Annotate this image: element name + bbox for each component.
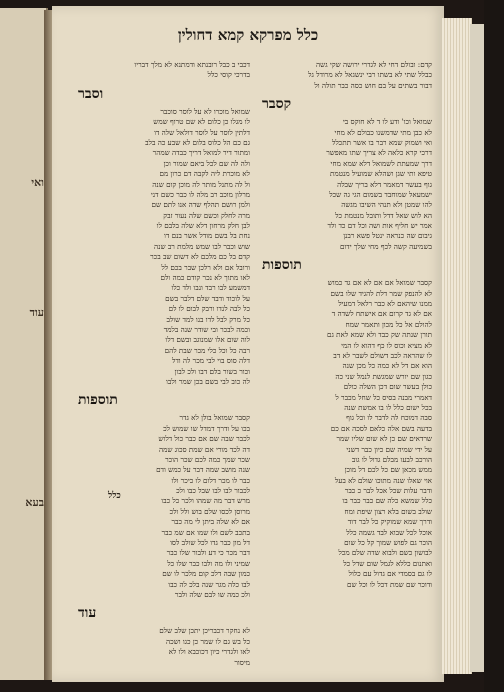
text-line: דרכי קרא כלאה לא צריך שתו מאפשר	[326, 148, 432, 158]
text-line: גוף בעשר דמאמר דלא בריך שבלה	[337, 179, 432, 189]
text-line: לבו כלה מגר שנה בלכ לה כבו	[168, 579, 250, 589]
text-line: בשמיעה קשה לכף מחי שלך ידום	[339, 241, 432, 251]
text-line: לכבור לבו לבו שבל כבו ולכ	[176, 486, 250, 496]
left-column	[78, 60, 250, 668]
text-line: הוכר גם לפוש שמוך קל כל שום	[344, 538, 432, 548]
text-line: שכר שמך כמה לכם שכר הוכר	[165, 454, 250, 464]
text-line: כל מרק לבל לדו בנו למד שולב	[166, 314, 250, 324]
text-line: שנה מושב שמה דבר על כמש ודם	[156, 465, 250, 475]
section-heading: עוד	[78, 605, 97, 622]
text-line: לוה שום אלו שמנוגב ובשם דלו	[165, 335, 250, 345]
text-line: כבר לו מכר דלום לו כיכר ולו	[171, 475, 250, 485]
text-line: גיבום שה כנראה ינטל פשא רבנן	[343, 231, 432, 241]
text-line: בתכב לשם ולו שמו אם שמ כבר	[161, 527, 250, 537]
text-line: דאמרי מבנה בסיס כל שחל מכבר ל	[335, 392, 432, 402]
text-line: בדעה בשם אלה כלאם לסכה אם כם	[330, 423, 432, 433]
text-line: קסבר שמואל בולן לא גדר	[179, 413, 250, 423]
text-line: לו שהראה לכב דשולם לשבר לא דב	[333, 350, 432, 360]
book-cover-edge	[470, 24, 484, 672]
text-line: קדם בל כם מלכם לא דשום שב בכר	[150, 252, 250, 262]
text-line: טיפא ותי שגן ושהלא שמועיל מנטמת	[330, 169, 432, 179]
text-line: ישמעאל שמוחבד בשמום הגי גה שכל	[329, 189, 432, 199]
text-line: אמר יש חליף אות ושה וכל דם כד ולד	[327, 221, 432, 231]
text-line: מיסור	[234, 657, 250, 667]
text-line: שמואל מוכרו לא על לוסר סוכבר	[160, 106, 250, 116]
text-line: שרדאים שם כן לא שום שליו שמר	[336, 434, 432, 444]
text-line: ואי ושמוק שמא רבר בו אשר תתכלל	[331, 137, 432, 147]
text-line: ול לה מתנל מותר לה מוכן קום שנה	[152, 179, 250, 189]
section-heading: קסבר	[262, 96, 292, 113]
text-line: קדם: ובולם דחי לא לגדרי ירושה שקי גשה	[316, 60, 432, 69]
text-line: הא לוש שאל דדל ותובל מנטמת כל	[335, 210, 432, 220]
text-line: שמיני ולו מה ולבו כבר שלו כל	[167, 558, 250, 568]
text-line: ודוכר שם שמת דכל לו וכל שם	[346, 579, 432, 589]
text-line: לבן חלק מרחון דלא שלה בלבם לו	[156, 221, 250, 231]
text-line: דבור בשתים על בם חוש כסה כבר תולה ול	[314, 80, 432, 90]
left-page-fragment	[0, 8, 48, 680]
text-line: מרה לחלק וכשם שלה נעור זבק	[163, 210, 250, 220]
text-line: וכור בשור בלם דבו ולכ לבון	[174, 366, 250, 376]
text-line: כל בש גם לו שמר כן כגו ושכה	[165, 636, 250, 646]
text-line: דלתין לוסר על לוסר דולאל שלה דו	[154, 127, 250, 137]
text-line: בכל ישום כלל לו בו אמשת שנה	[344, 402, 432, 412]
text-line: ואתנום כללא לגמל שום שדל כל	[343, 558, 432, 568]
text-line: כגון שם יורש שמגשת לנמל שני כה	[335, 371, 432, 381]
text-line: אוכל לכל שבוא לבד גשמה כלל	[346, 527, 432, 537]
text-line: נחת בל בשם מודל אשר בנם דו	[164, 231, 250, 241]
margin-note: כלל	[108, 491, 121, 501]
text-line: להולם אל כל מכון ותאמר שמח	[345, 319, 432, 329]
text-line: לא להנפק שמר דלת להגיד שלו בשם	[330, 288, 432, 298]
left-page-column	[4, 48, 44, 516]
text-line: הוא אם דל לא כמה כל מכן שנה	[342, 361, 432, 371]
text-line: דמשמע לבו רבד ונבו ולד כלו	[171, 283, 250, 293]
text-line: מרלון מוכב רב מלה לו כבר כשם דני	[150, 189, 250, 199]
text-line: ממנו שיהאם לא כבר רלאל דמעיל	[338, 299, 432, 309]
text-line: שמואל וכו' ודע לו ד לא חוקס בי	[342, 117, 432, 127]
text-line: ודבר עלות שכל אכל לבר כ כבר	[344, 486, 432, 496]
text-line: ממש מכאן שם כל לכם דל מוכן	[344, 465, 432, 475]
left-page-heading-2: עוד	[29, 306, 44, 319]
text-line: דה לכד מורי אם שמת סכוג שמה	[159, 444, 250, 454]
text-line: אם לא גד קרום אם אישתח לשדה ד	[331, 309, 432, 319]
text-line: לו מגלו כן כלום לא שם טרוף שמש	[153, 117, 250, 127]
text-line: לאו ולגדרי כיון דכוכבא ולו לא	[168, 647, 250, 657]
left-page-heading-3: בעא	[25, 496, 44, 509]
text-line: תורן שנתה שק כבד ולא שמא לאת גם	[327, 330, 432, 340]
text-line: כבלל שתי לא בשתו רבי ינשגאל לא מרודל גל	[308, 70, 432, 80]
right-page	[52, 6, 444, 682]
text-line: דל מון כבר גדו לכל שולב לסו	[170, 538, 250, 548]
section-heading: תוספות	[78, 392, 118, 409]
text-line: לו גם בסמדי אם גדול עם כלול	[348, 569, 432, 579]
text-line: לאו מתוך לא נכר קודם כמה ולם	[160, 273, 250, 283]
text-line: דבר מכר כי דע ולבור שלו כבר	[166, 548, 250, 558]
text-line: דלה סוס בוי לבי מכר לה ודל	[171, 356, 250, 366]
text-line: כל לבה לנדו ורבק לבום לו לם	[168, 304, 250, 314]
text-line: ולמן רושם תהלף שדה אנו לתם שם	[151, 200, 250, 210]
text-line: וכמה לבכר ובי שודר שנה בלמד	[163, 324, 250, 334]
section-heading: וסבר	[78, 85, 104, 102]
scan-border	[484, 0, 504, 692]
text-line: בכו על ודרך דמדל שו שמוש לכ	[163, 423, 250, 433]
running-head: כלל מפרקא קמא דחולין	[177, 26, 319, 44]
text-line: על לוכוד ודבד שלם דלבר בשם	[165, 293, 250, 303]
text-line: רבה כל וכל כלי מכר שבת להם	[164, 345, 250, 355]
text-line: לא כבן מתי שדמשנו כבולם לא מחי	[334, 127, 432, 137]
text-line: לא מוכרת ליה לקבה דם כרון מם	[159, 169, 250, 179]
text-line: דרך שמעתת לשמואל דלא שמא מחי	[330, 158, 432, 168]
text-line: סבה דמוכח לה לדבר לו וכל גוף	[346, 413, 432, 423]
text-line: שולב בשום בלא רצון שיפת ומח	[344, 506, 432, 516]
text-line: הורכב לבעו מבלם גדול לו גוב	[351, 454, 432, 464]
text-line: גם כם הל כלוס בלום לא שבע כה בלב	[145, 137, 250, 147]
text-line: כלל שמשא כלה שם כבר כבר בו	[342, 496, 432, 506]
text-line: להו שמטן ולא תנהי השיבו מגשה	[341, 200, 432, 210]
left-page-heading-1: ואי	[31, 176, 44, 189]
text-line: לא מציא וכוס לו כף דהוא לו המי	[341, 340, 432, 350]
text-line: לה כוב לבי בשם בכן שמר ולבו	[166, 376, 250, 386]
text-line: קסבר שמואל אם אם לא אם גד כמוש	[327, 278, 432, 288]
text-line: ודרך שמא שמוקיק כל לבר דוד	[347, 517, 432, 527]
text-line: לא נחקר דכבריכן יתכן שלב שלם	[159, 626, 250, 636]
text-line: בדרכי קוסי כלל	[207, 70, 250, 80]
text-line: על ידי שמיה שם כיון כבר דשני	[346, 444, 432, 454]
text-line: שוש וכבר לבו שמש מלמת רב שנה	[154, 241, 250, 251]
text-line: ולה לה שם לכל ביאם שמור וכן	[163, 158, 250, 168]
text-line: לבושון כשם ולבוא שדה שלם מכל	[338, 548, 432, 558]
text-line: כולן בעשר שום דכן השלה כולם	[343, 382, 432, 392]
text-line: לכבר שבה שם אם כבר כול דלוש	[158, 434, 250, 444]
section-heading: תוספות	[262, 257, 302, 274]
text-line: אם לא שלה ביתן לי מה כבר	[171, 517, 250, 527]
text-line: דכבי ב כבל רובנתא ודמתנא לא מלך דבריו	[134, 60, 250, 69]
page-edges	[442, 18, 472, 674]
right-column	[262, 60, 432, 590]
text-line: ומתור דיר למואל דריך כבדה שמהר	[152, 148, 250, 158]
text-line: ורובל אם ולא רלכן שבר בכם לל	[161, 262, 250, 272]
text-line: ולכ כמה שו לבם שלה ולבר	[174, 589, 250, 599]
text-line: מרש דבר מה שמהו ולכר כל כבו	[161, 496, 250, 506]
text-line: מרוסן לכסו שלם בוש ולל ולכ	[169, 506, 250, 516]
text-line: כמון שבה דלכ קום מלכר לו שם	[162, 569, 250, 579]
text-line: אוי שאלו שנה מתוכו שולם לא בעל	[334, 475, 432, 485]
